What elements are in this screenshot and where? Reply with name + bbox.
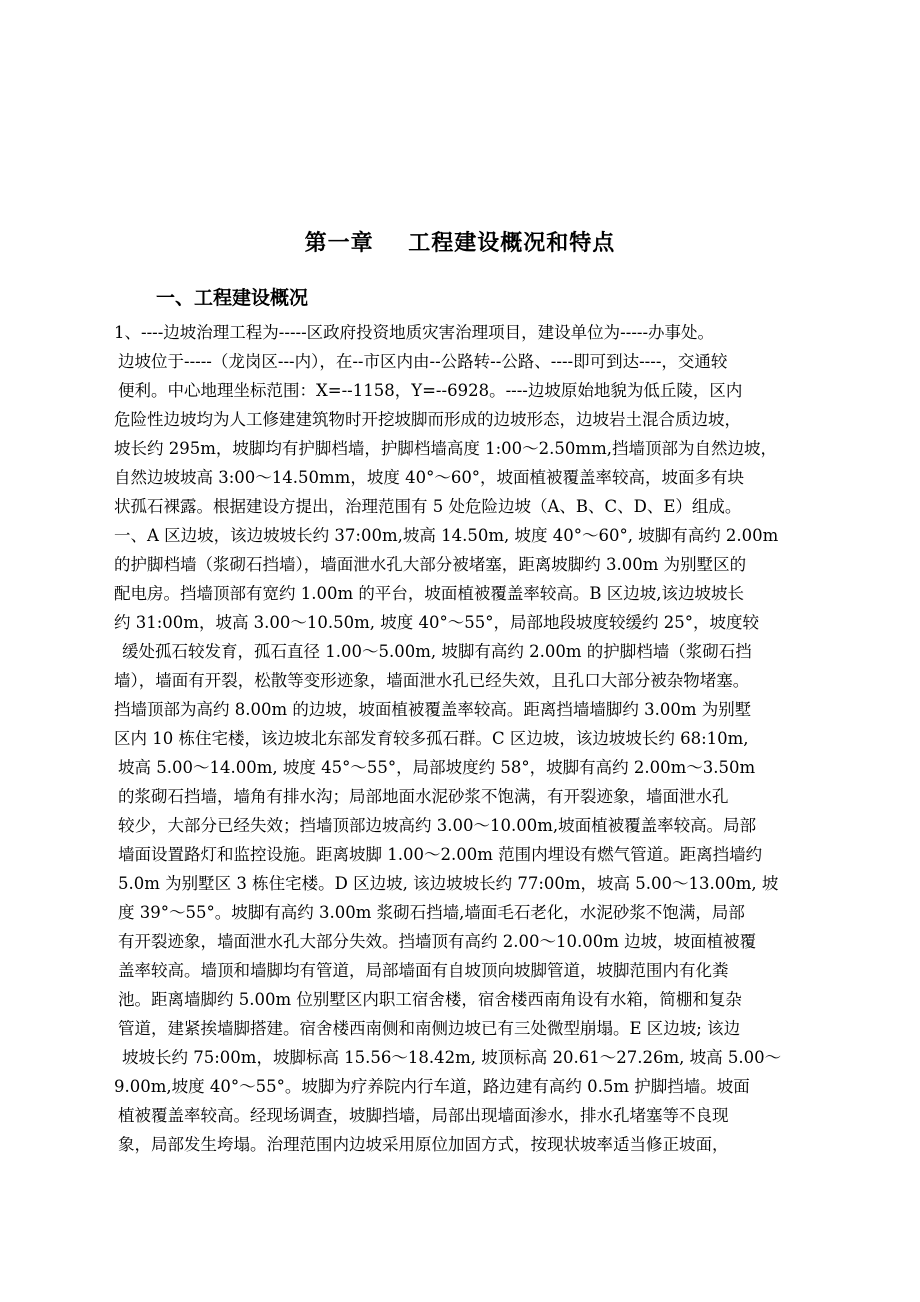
text-line: 象，局部发生垮塌。治理范围内边坡采用原位加固方式，按现状坡率适当修正坡面， bbox=[118, 1135, 729, 1154]
text-line: 坡坡长约 75:00m，坡脚标高 15.56～18.42m, 坡顶标高 20.61～27.26m, 坡高 5.00～ bbox=[122, 1048, 782, 1067]
chapter-title: 第一章 工程建设概况和特点 bbox=[304, 230, 616, 256]
text-line: 缓处孤石较发育，孤石直径 1.00～5.00m, 坡脚有高约 2.00m 的护脚档墙（浆砌石挡 bbox=[122, 642, 752, 661]
text-line: 配电房。挡墙顶部有宽约 1.00m 的平台，坡面植被覆盖率较高。B 区边坡,该边坡坡长 bbox=[114, 584, 744, 603]
text-line: 的护脚档墙（浆砌石挡墙），墙面泄水孔大部分被堵塞，距离坡脚约 3.00m 为别墅区的 bbox=[114, 555, 747, 574]
text-line: 的浆砌石挡墙，墙角有排水沟；局部地面水泥砂浆不饱满，有开裂迹象，墙面泄水孔 bbox=[118, 787, 729, 806]
text-line: 自然边坡坡高 3:00～14.50mm，坡度 40°～60°，坡面植被覆盖率较高，坡面多有块 bbox=[114, 468, 745, 487]
text-line: 墙），墙面有开裂，松散等变形迹象，墙面泄水孔已经失效，且孔口大部分被杂物堵塞。 bbox=[114, 671, 750, 690]
text-line: 9.00m,坡度 40°～55°。坡脚为疗养院内行车道，路边建有高约 0.5m 护脚挡墙。坡面 bbox=[114, 1077, 750, 1096]
text-line: 盖率较高。墙顶和墙脚均有管道，局部墙面有自坡顶向坡脚管道，坡脚范围内有化粪 bbox=[118, 961, 729, 980]
body-paragraph bbox=[114, 318, 814, 1159]
text-line: 管道，建紧挨墙脚搭建。宿舍楼西南侧和南侧边坡已有三处微型崩塌。E 区边坡; 该边 bbox=[118, 1019, 741, 1038]
text-line: 一、A 区边坡，该边坡坡长约 37:00m,坡高 14.50m, 坡度 40°～60°, 坡脚有高约 2.00m bbox=[114, 526, 779, 545]
text-line: 便利。中心地理坐标范围：X=--1158，Y=--6928。----边坡原始地貌为低丘陵，区内 bbox=[118, 381, 743, 400]
text-line: 坡高 5.00～14.00m, 坡度 45°～55°，局部坡度约 58°，坡脚有高约 2.00m～3.50m bbox=[118, 758, 756, 777]
text-line: 较少，大部分已经失效；挡墙顶部边坡高约 3.00～10.00m,坡面植被覆盖率较高。局部 bbox=[118, 816, 757, 835]
text-line: 状孤石裸露。根据建设方提出，治理范围有 5 处危险边坡（A、B、C、D、E）组成。 bbox=[114, 497, 742, 516]
text-line: 池。距离墙脚约 5.00m 位别墅区内职工宿舍楼，宿舍楼西南角设有水箱，简棚和复杂 bbox=[118, 990, 742, 1009]
text-line: 墙面设置路灯和监控设施。距离坡脚 1.00～2.00m 范围内埋设有燃气管道。距离挡墙约 bbox=[118, 845, 763, 864]
text-line: 有开裂迹象，墙面泄水孔大部分失效。挡墙顶有高约 2.00～10.00m 边坡，坡面植被覆 bbox=[118, 932, 757, 951]
text-line: 1、----边坡治理工程为-----区政府投资地质灾害治理项目，建设单位为-----办事处。 bbox=[114, 323, 715, 342]
text-line: 区内 10 栋住宅楼，该边坡北东部发育较多孤石群。C 区边坡，该边坡坡长约 68:10m, bbox=[114, 729, 749, 748]
section-title: 一、工程建设概况 bbox=[156, 287, 309, 309]
text-line: 挡墙顶部为高约 8.00m 的边坡，坡面植被覆盖率较高。距离挡墙墙脚约 3.00m 为别墅 bbox=[114, 700, 752, 719]
text-line: 危险性边坡均为人工修建建筑物时开挖坡脚而形成的边坡形态，边坡岩土混合质边坡， bbox=[114, 410, 741, 429]
text-line: 约 31:00m，坡高 3.00～10.50m, 坡度 40°～55°，局部地段坡度较缓约 25°，坡度较 bbox=[114, 613, 760, 632]
text-line: 边坡位于-----（龙岗区---内），在--市区内由--公路转--公路、----即可到达----，交通较 bbox=[118, 352, 728, 371]
text-line: 植被覆盖率较高。经现场调查，坡脚挡墙，局部出现墙面渗水，排水孔堵塞等不良现 bbox=[118, 1106, 729, 1125]
text-line: 度 39°～55°。坡脚有高约 3.00m 浆砌石挡墙,墙面毛石老化，水泥砂浆不饱满，局部 bbox=[118, 903, 745, 922]
text-line: 坡长约 295m，坡脚均有护脚档墙，护脚档墙高度 1:00～2.50mm,挡墙顶部为自然边坡， bbox=[114, 439, 777, 458]
text-line: 5.0m 为别墅区 3 栋住宅楼。D 区边坡, 该边坡坡长约 77:00m，坡高 5.00～13.00m, 坡 bbox=[118, 874, 779, 893]
